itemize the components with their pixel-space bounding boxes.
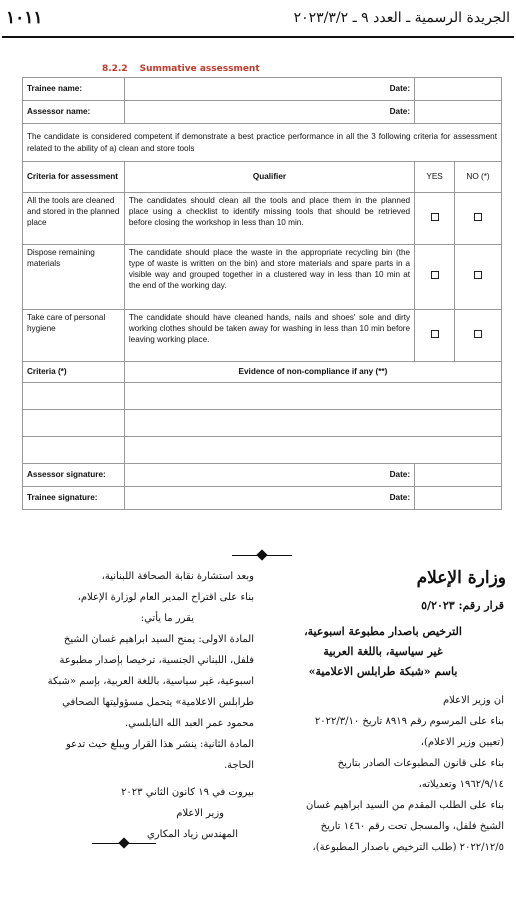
page-number: ١٠١١	[6, 8, 43, 28]
preamble-line: ان وزير الاعلام	[442, 695, 504, 706]
qualifier-cell: The candidate should place the waste in the appropriate recycling bin (the type of waste is written on the bin) and store materials and spare parts in a visible way and grouped together in a clustered way in less than 10 min at the end of the working day.	[124, 245, 414, 310]
qualifier-cell: The candidates should clean all the tools and place them in the planned place using a checklist to identify missing tools that should be retrieved before closing the workshop in less than 10 min.	[124, 193, 414, 245]
criteria-row	[23, 193, 502, 245]
preamble-line: بناء على المرسوم رقم ٨٩١٩ تاريخ ٢٠٢٢/٣/١٠	[314, 716, 504, 727]
evidence-row	[23, 437, 502, 464]
signature-block	[4, 782, 254, 845]
signatory-title: وزير الاعلام	[176, 808, 224, 819]
evidence-field[interactable]	[124, 410, 501, 437]
yes-checkbox-cell	[415, 245, 455, 310]
yes-checkbox-cell	[415, 310, 455, 362]
trainee-signature-date-field[interactable]	[415, 487, 502, 510]
decision-number: قرار رقم: ٥/٢٠٢٣	[421, 599, 504, 612]
preamble-line: ١٩٦٢/٩/١٤ وتعديلاته،	[418, 779, 504, 790]
decision-preamble	[268, 690, 504, 858]
no-checkbox[interactable]	[474, 271, 482, 279]
ministry-title: وزارة الإعلام	[416, 568, 506, 588]
evidence-field[interactable]	[124, 437, 501, 464]
trainee-name-row	[23, 78, 502, 101]
no-header: NO (*)	[455, 162, 502, 193]
decision-title-line: غير سياسية، باللغة العربية	[323, 645, 443, 658]
assessor-name-label: Assessor name:	[23, 101, 125, 124]
assessor-signature-date-label: Date:	[124, 464, 414, 487]
article-line: وبعد استشارة نقابة الصحافة اللبنانية،	[101, 571, 254, 582]
trainee-signature-row	[23, 487, 502, 510]
evidence-criteria-field[interactable]	[23, 383, 125, 410]
no-checkbox[interactable]	[474, 330, 482, 338]
criteria-star-header: Criteria (*)	[23, 362, 125, 383]
evidence-field[interactable]	[124, 383, 501, 410]
qualifier-cell: The candidate should have cleaned hands, nails and shoes' sole and dirty working clothes should be taken away for washing in less than 10 min before leaving working place.	[124, 310, 414, 362]
section-title: Summative assessment	[139, 64, 260, 74]
article-line: فلفل، اللبناني الجنسية، ترخيصا بإصدار مطبوعة	[59, 655, 254, 666]
trainee-signature-date-label: Date:	[124, 487, 414, 510]
assessor-signature-date-field[interactable]	[415, 464, 502, 487]
article-line: اسبوعية، غير سياسية، باللغة العربية، بإسم «شبكة	[47, 676, 254, 687]
article-line: يقرر ما يأتي:	[140, 613, 194, 624]
evidence-row	[23, 383, 502, 410]
evidence-criteria-field[interactable]	[23, 410, 125, 437]
no-checkbox-cell	[455, 193, 502, 245]
preamble-line: (تعيين وزير الاعلام)،	[420, 737, 504, 748]
section-heading	[102, 64, 272, 74]
criteria-row	[23, 245, 502, 310]
decision-title-line: الترخيص باصدار مطبوعة اسبوعية،	[304, 625, 462, 638]
trainee-signature-label: Trainee signature:	[23, 487, 125, 510]
decision-articles	[4, 566, 254, 776]
signatory-name: المهندس زياد المكاري	[147, 829, 238, 840]
trainee-date-label: Date:	[124, 78, 414, 101]
gazette-header-title: الجريدة الرسمية ـ العدد ٩ ـ ٢٠٢٣/٣/٢	[293, 10, 510, 26]
article-line: طرابلس الاعلامية» يتحمل مسؤوليتها الصحافي	[62, 697, 254, 708]
date-line: بيروت في ١٩ كانون الثاني ٢٠٢٣	[121, 787, 254, 798]
column-header-row	[23, 162, 502, 193]
article-line: المادة الاولى: يمنح السيد ابراهيم غسان الشيخ	[63, 634, 254, 645]
article-line: بناء على اقتراح المدير العام لوزارة الإعلام،	[77, 592, 254, 603]
criteria-header: Criteria for assessment	[23, 162, 125, 193]
criteria-cell: Take care of personal hygiene	[23, 310, 125, 362]
intro-row	[23, 124, 502, 162]
evidence-row	[23, 410, 502, 437]
preamble-line: الشيخ فلفل، والمسجل تحت رقم ١٤٦٠ تاريخ	[320, 821, 504, 832]
decision-title-line: باسم «شبكة طرابلس الاعلامية»	[308, 665, 458, 678]
preamble-line: ٢٠٢٢/١٢/٥ (طلب الترخيص باصدار المطبوعة)،	[312, 842, 504, 853]
trainee-date-field[interactable]	[415, 78, 502, 101]
section-number: 8.2.2	[102, 64, 128, 74]
assessor-signature-label: Assessor signature:	[23, 464, 125, 487]
yes-checkbox[interactable]	[431, 271, 439, 279]
criteria-row	[23, 310, 502, 362]
article-line: الحاجة.	[223, 760, 254, 771]
qualifier-header: Qualifier	[124, 162, 414, 193]
article-line: المادة الثانية: ينشر هذا القرار ويبلغ حيث تدعو	[65, 739, 254, 750]
competency-intro: The candidate is considered competent if demonstrate a best practice performance in all the 3 following criteria for assessment related to the ability of a) clean and store tools	[23, 124, 502, 162]
assessor-date-label: Date:	[124, 101, 414, 124]
yes-checkbox-cell	[415, 193, 455, 245]
evidence-criteria-field[interactable]	[23, 437, 125, 464]
assessor-date-field[interactable]	[415, 101, 502, 124]
decision-title	[266, 622, 500, 682]
no-checkbox-cell	[455, 310, 502, 362]
header-rule	[2, 36, 514, 38]
article-line: محمود عمر العبد الله النابلسي.	[124, 718, 254, 729]
criteria-cell: All the tools are cleaned and stored in the planned place	[23, 193, 125, 245]
preamble-line: بناء على قانون المطبوعات الصادر بتاريخ	[337, 758, 504, 769]
no-checkbox-cell	[455, 245, 502, 310]
yes-checkbox[interactable]	[431, 330, 439, 338]
yes-header: YES	[415, 162, 455, 193]
no-checkbox[interactable]	[474, 213, 482, 221]
preamble-line: بناء على الطلب المقدم من السيد ابراهيم غسان	[305, 800, 504, 811]
evidence-header: Evidence of non-compliance if any (**)	[124, 362, 501, 383]
separator-diamond-icon	[256, 549, 267, 560]
assessor-name-row	[23, 101, 502, 124]
assessor-signature-row	[23, 464, 502, 487]
yes-checkbox[interactable]	[431, 213, 439, 221]
assessment-form-table	[22, 77, 502, 510]
criteria-cell: Dispose remaining materials	[23, 245, 125, 310]
trainee-name-label: Trainee name:	[23, 78, 125, 101]
evidence-header-row	[23, 362, 502, 383]
